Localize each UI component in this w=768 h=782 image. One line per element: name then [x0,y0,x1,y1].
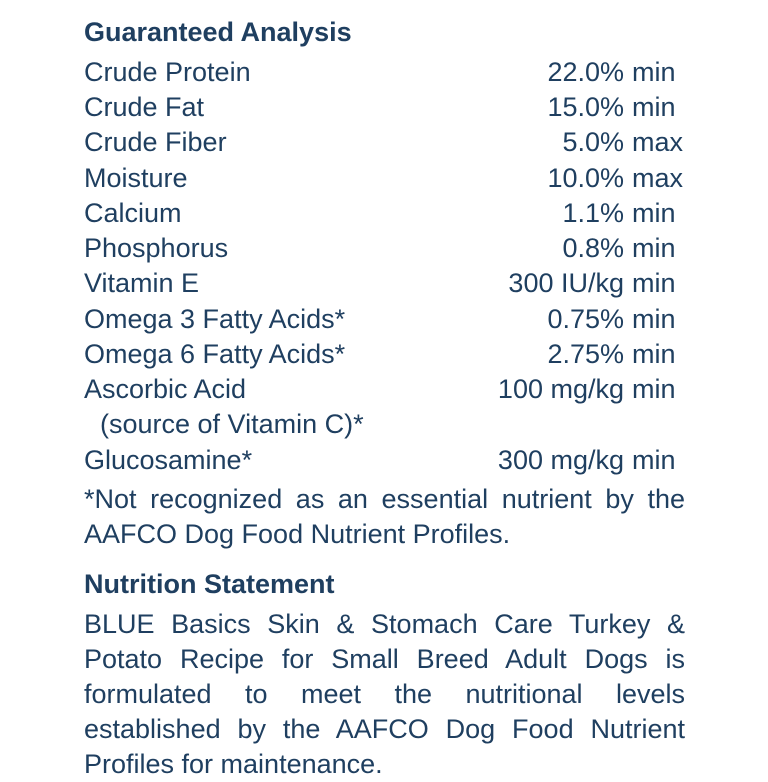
nutrient-qualifier: max [632,163,684,193]
nutrient-name: Crude Fat [84,92,205,122]
analysis-row-ascorbic-acid [84,372,684,407]
analysis-row-vitamin-e [84,266,684,301]
analysis-row-crude-protein [84,55,684,90]
analysis-row-crude-fat [84,90,684,125]
nutrient-name: Crude Protein [84,57,251,87]
nutrient-qualifier: min [632,92,676,122]
nutrient-value: 300 IU/kg [508,268,624,298]
nutrient-value: 5.0% [562,127,624,157]
nutrient-qualifier: min [632,57,676,87]
analysis-row-phosphorus [84,231,684,266]
analysis-row-omega-6 [84,337,684,372]
nutrient-name: Calcium [84,198,182,228]
nutrient-qualifier: min [632,198,676,228]
guaranteed-analysis-heading: Guaranteed Analysis [84,17,352,47]
nutrient-name: Ascorbic Acid [84,374,247,404]
nutrient-qualifier: min [632,374,676,404]
nutrient-value: 22.0% [547,57,624,87]
nutrient-value: 0.8% [562,233,624,263]
nutrient-qualifier: min [632,445,676,475]
nutrient-qualifier: min [632,233,676,263]
analysis-row-glucosamine [84,443,684,478]
nutrient-value: 2.75% [547,339,624,369]
nutrient-name: Moisture [84,163,188,193]
analysis-row-omega-3 [84,302,684,337]
nutrient-value: 0.75% [547,304,624,334]
nutrient-name: Vitamin E [84,268,200,298]
analysis-row-ascorbic-acid-note [84,407,684,442]
nutrient-name: Crude Fiber [84,127,227,157]
analysis-row-moisture [84,161,684,196]
analysis-footnote: *Not recognized as an essential nutrient by the AAFCO Dog Food Nutrient Profiles. [84,484,685,549]
nutrient-name: Glucosamine* [84,445,253,475]
nutrient-value: 10.0% [547,163,624,193]
analysis-row-calcium [84,196,684,231]
analysis-row-crude-fiber [84,125,684,160]
nutrient-value: 15.0% [547,92,624,122]
nutrient-qualifier: max [632,127,684,157]
nutrient-qualifier: min [632,304,676,334]
nutrient-qualifier: min [632,339,676,369]
nutrient-value: 300 mg/kg [497,445,624,475]
nutrient-name: Omega 6 Fatty Acids* [84,339,346,369]
nutrient-sub-note: (source of Vitamin C)* [100,409,364,439]
nutrient-value: 100 mg/kg [497,374,624,404]
nutrient-name: Phosphorus [84,233,229,263]
nutrient-name: Omega 3 Fatty Acids* [84,304,346,334]
nutrient-qualifier: min [632,268,676,298]
nutrient-value: 1.1% [562,198,624,228]
nutrition-statement-heading: Nutrition Statement [84,569,335,599]
nutrition-statement-text: BLUE Basics Skin & Stomach Care Turkey & Potato Recipe for Small Breed Adult Dogs is formulated to meet the nutritional levels established by the AAFCO Dog Food Nutrient Profiles for maintenance. [84,609,685,779]
